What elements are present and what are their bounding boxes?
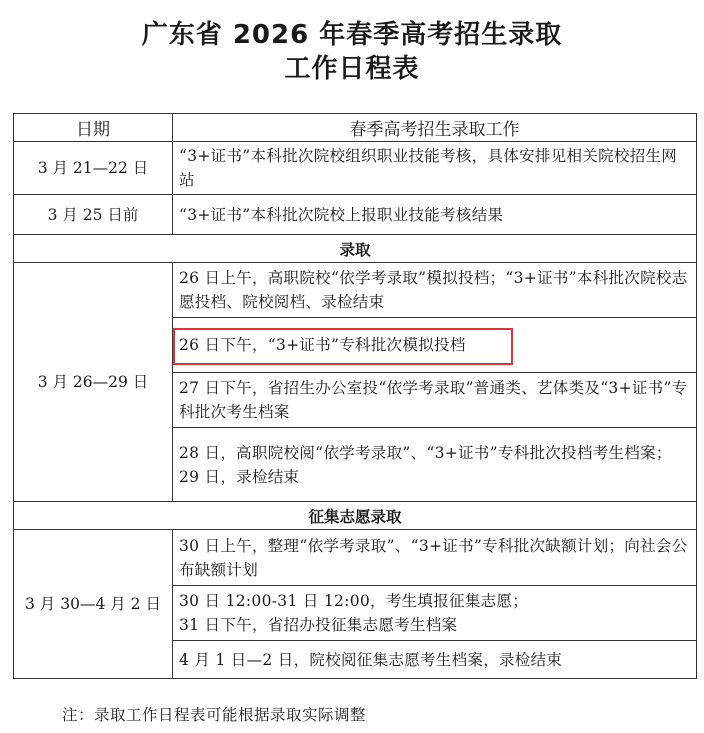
table-row — [14, 142, 697, 195]
admission-item-group — [173, 428, 697, 502]
table-header-row — [14, 114, 697, 142]
section-title: 录取 — [14, 235, 697, 263]
section-row-admission — [14, 235, 697, 263]
supplement-item-group — [173, 586, 697, 641]
page-title: 广东省 2026 年春季高考招生录取 — [141, 20, 563, 50]
supplement-item: 31 日下午，省招办投征集志愿考生档案 — [179, 616, 458, 634]
supplement-item: 30 日 12:00-31 日 12:00，考生填报征集志愿； — [179, 592, 529, 610]
header-date: 日期 — [14, 114, 173, 142]
admission-date: 3 月 26—29 日 — [14, 263, 173, 502]
section-row-supplement — [14, 502, 697, 530]
table-row — [14, 195, 697, 235]
table-row — [14, 530, 697, 586]
supplement-date: 3 月 30—4 月 2 日 — [14, 530, 173, 679]
row-work: “3+证书”本科批次院校组织职业技能考核，具体安排见相关院校招生网站 — [173, 142, 697, 195]
row-work: “3+证书”本科批次院校上报职业技能考核结果 — [173, 195, 697, 235]
table-row — [14, 263, 697, 318]
admission-item: 28 日，高职院校阅“依学考录取”、“3+证书”专科批次投档考生档案； — [179, 443, 672, 462]
admission-item-highlighted: 26 日下午，“3+证书”专科批次模拟投档 — [173, 318, 697, 373]
supplement-item: 30 日上午，整理“依学考录取”、“3+证书”专科批次缺额计划；向社会公布缺额计划 — [173, 530, 697, 586]
row-date: 3 月 21—22 日 — [14, 142, 173, 195]
section-title: 征集志愿录取 — [14, 502, 697, 530]
admission-item: 27 日下午，省招生办公室投“依学考录取”普通类、艺体类及“3+证书”专科批次考生档案 — [173, 373, 697, 428]
footnote: 注：录取工作日程表可能根据录取实际调整 — [62, 706, 367, 724]
row-date: 3 月 25 日前 — [14, 195, 173, 235]
admission-item: 26 日上午，高职院校“依学考录取”模拟投档；“3+证书”本科批次院校志愿投档、院校阅档、录检结束 — [173, 263, 697, 318]
admission-item: 29 日，录检结束 — [179, 467, 300, 486]
header-work: 春季高考招生录取工作 — [173, 114, 697, 142]
schedule-table — [13, 113, 697, 679]
supplement-item: 4 月 1 日—2 日，院校阅征集志愿考生档案，录检结束 — [173, 641, 697, 679]
page-subtitle: 工作日程表 — [284, 54, 420, 84]
